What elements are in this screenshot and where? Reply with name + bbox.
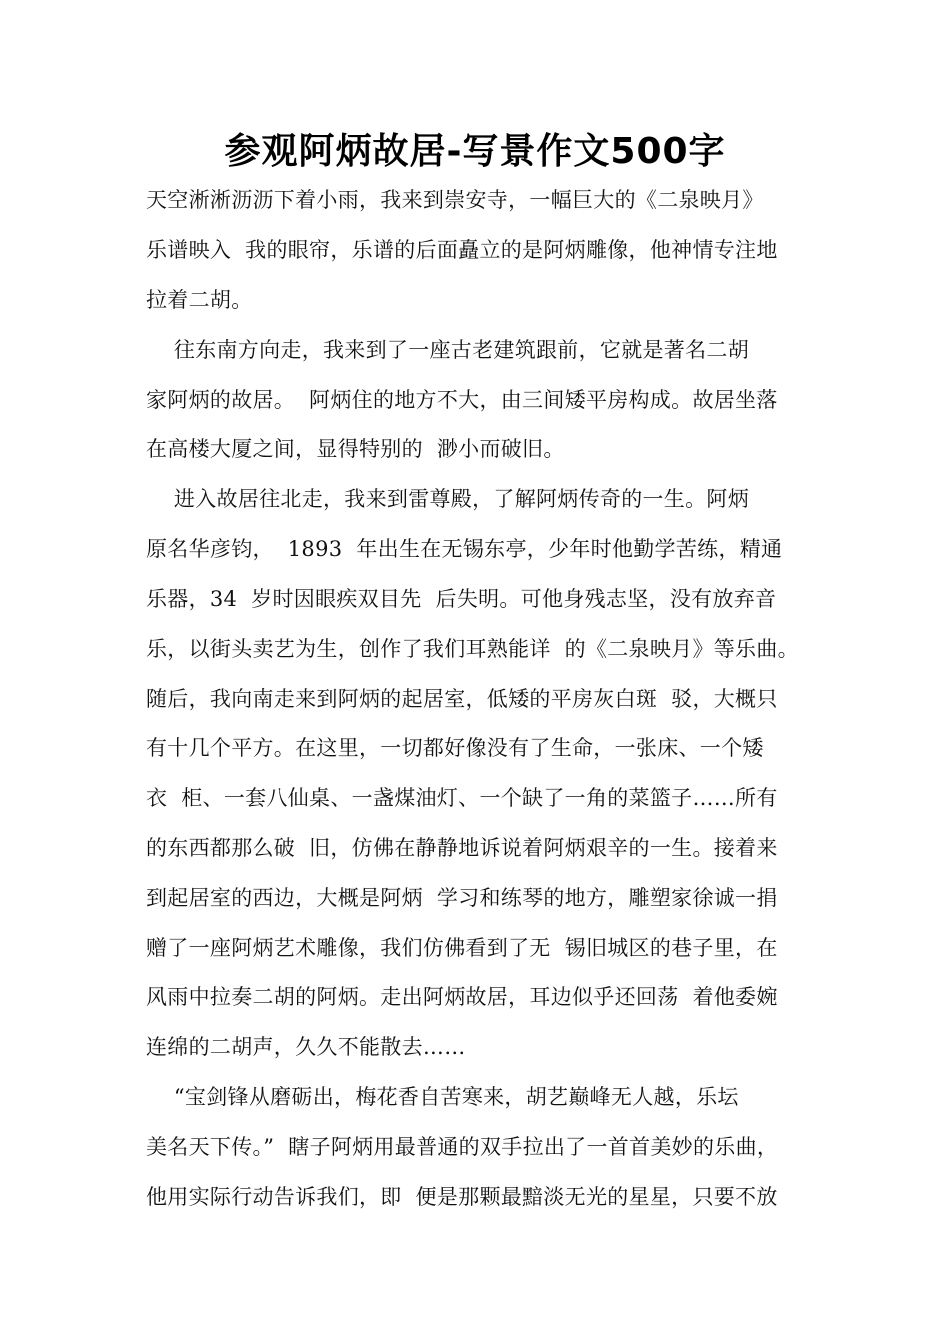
text-line: 美名天下传。” 瞎子阿炳用最普通的双手拉出了一首首美妙的乐曲，: [146, 1135, 779, 1159]
text-line: 有十几个平方。在这里，一切都好像没有了生命，一张床、一个矮: [146, 736, 764, 760]
text-line: 随后，我向南走来到阿炳的起居室，低矮的平房灰白斑 驳，大概只: [146, 687, 778, 711]
text-line: 家阿炳的故居。 阿炳住的地方不大，由三间矮平房构成。故居坐落: [146, 388, 778, 412]
text-line: 往东南方向走，我来到了一座古老建筑跟前，它就是著名二胡: [146, 338, 749, 362]
text-line: 在高楼大厦之间，显得特别的 渺小而破旧。: [146, 437, 565, 461]
text-line: 的东西都那么破 旧，仿佛在静静地诉说着阿炳艰辛的一生。接着来: [146, 836, 778, 860]
text-line: 拉着二胡。: [146, 288, 253, 312]
text-line: 原名华彦钧， 1893 年出生在无锡东亭，少年时他勤学苦练，精通: [146, 537, 783, 561]
text-line: 乐谱映入 我的眼帘，乐谱的后面矗立的是阿炳雕像，他神情专注地: [146, 238, 778, 262]
page-title: 参观阿炳故居-写景作文500字: [224, 131, 726, 172]
text-line: 他用实际行动告诉我们，即 便是那颗最黯淡无光的星星，只要不放: [146, 1185, 778, 1209]
text-line: “宝剑锋从磨砺出，梅花香自苦寒来，胡艺巅峰无人越，乐坛: [146, 1085, 739, 1109]
text-line: 连绵的二胡声，久久不能散去……: [146, 1035, 466, 1059]
text-line: 天空淅淅沥沥下着小雨，我来到崇安寺，一幅巨大的《二泉映月》: [146, 188, 764, 212]
text-line: 赠了一座阿炳艺术雕像，我们仿佛看到了无 锡旧城区的巷子里，在: [146, 936, 778, 960]
text-line: 风雨中拉奏二胡的阿炳。走出阿炳故居，耳边似乎还回荡 着他委婉: [146, 985, 778, 1009]
text-line: 乐，以街头卖艺为生，创作了我们耳熟能详 的《二泉映月》等乐曲。: [146, 637, 799, 661]
text-line: 衣 柜、一套八仙桌、一盏煤油灯、一个缺了一角的菜篮子……所有: [146, 786, 778, 810]
text-line: 进入故居往北走，我来到雷尊殿，了解阿炳传奇的一生。阿炳: [146, 487, 749, 511]
text-line: 到起居室的西边，大概是阿炳 学习和练琴的地方，雕塑家徐诚一捐: [146, 886, 778, 910]
text-line: 乐器，34 岁时因眼疾双目先 后失明。可他身残志坚，没有放弃音: [146, 587, 777, 611]
